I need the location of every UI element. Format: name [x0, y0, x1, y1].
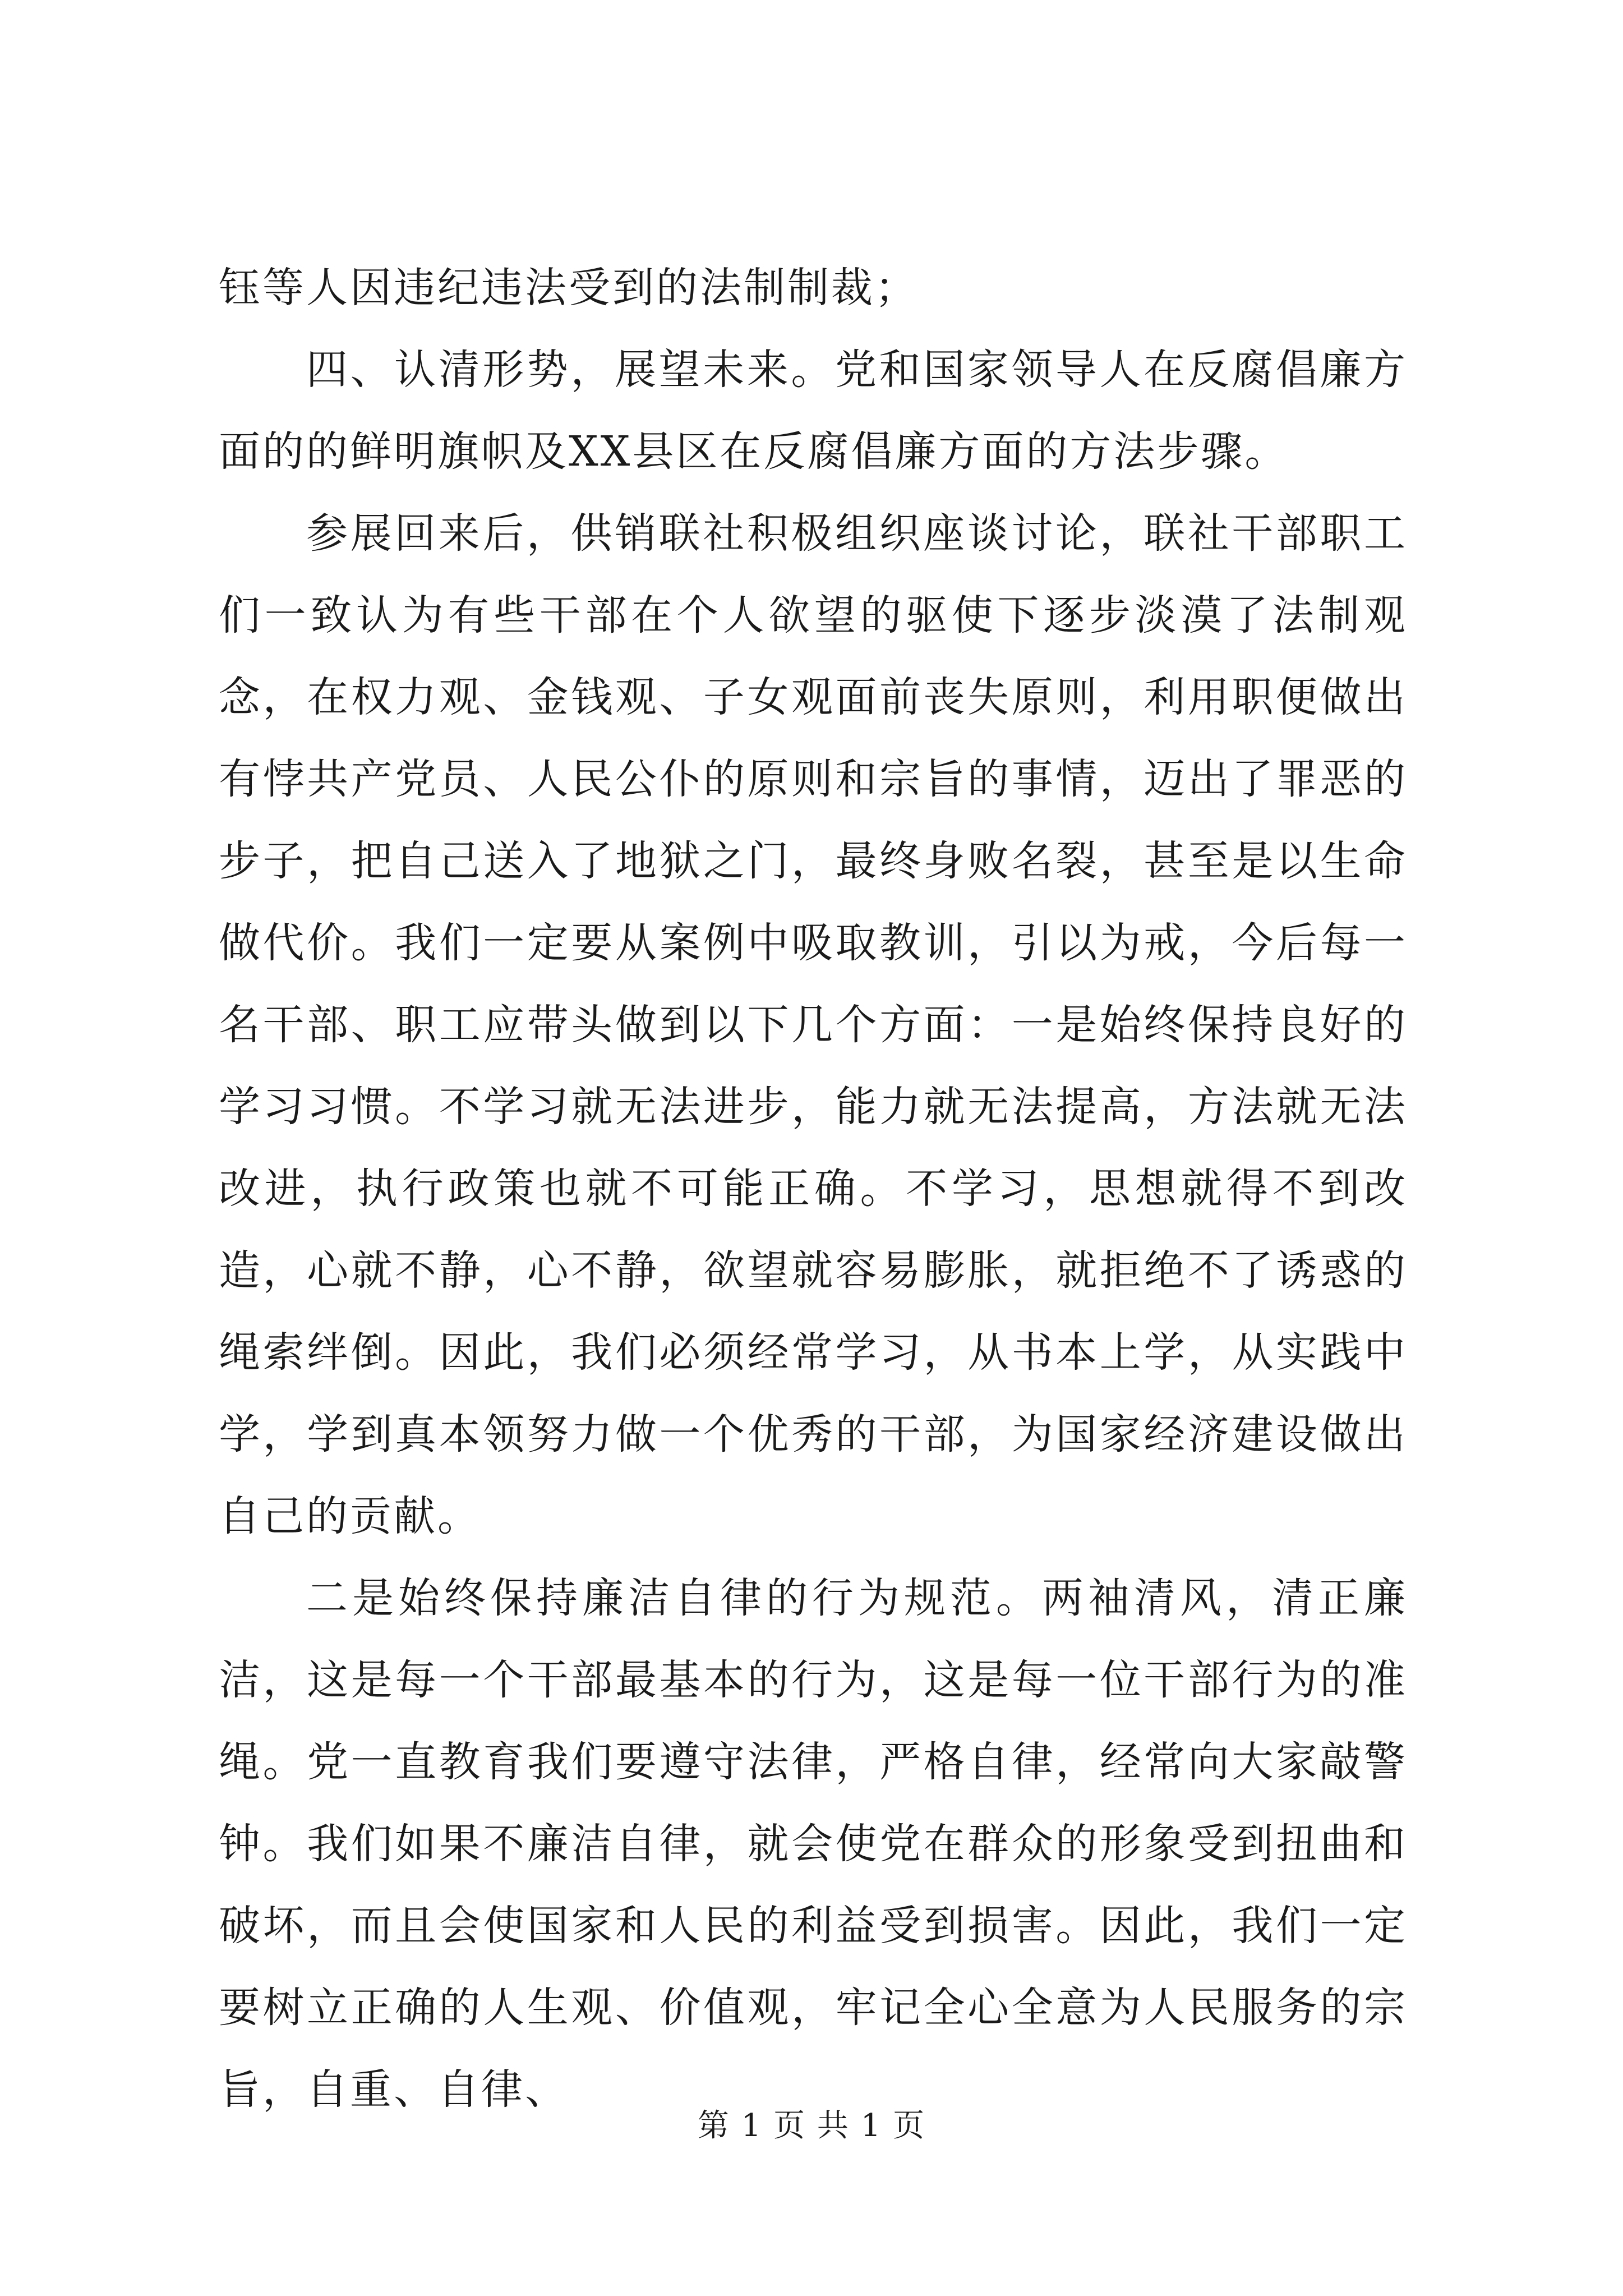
paragraph-3: 参展回来后，供销联社积极组织座谈讨论，联社干部职工们一致认为有些干部在个人欲望的驱使下逐步淡漠了法制观念，在权力观、金钱观、子女观面前丧失原则，利用职便做出有悖共产党员、人民公仆的原则和宗旨的事情，迈出了罪恶的步子，把自己送入了地狱之门，最终身败名裂，甚至是以生命做代价。我们一定要从案例中吸取教训，引以为戒，今后每一名干部、职工应带头做到以下几个方面：一是始终保持良好的学习习惯。不学习就无法进步，能力就无法提高，方法就无法改进，执行政策也就不可能正确。不学习，思想就得不到改造，心就不静，心不静，欲望就容易膨胀，就拒绝不了诱惑的绳索绊倒。因此，我们必须经常学习，从书本上学，从实践中学，学到真本领努力做一个优秀的干部，为国家经济建设做出自己的贡献。 — [219, 509, 1408, 1540]
page-number-label: 第 1 页 共 1 页 — [697, 2108, 926, 2144]
paragraph-4: 二是始终保持廉洁自律的行为规范。两袖清风，清正廉洁，这是每一个干部最基本的行为，这是每一位干部行为的准绳。党一直教育我们要遵守法律，严格自律，经常向大家敲警钟。我们如果不廉洁自律，就会使党在群众的形象受到扭曲和破坏，而且会使国家和人民的利益受到损害。因此，我们一定要树立正确的人生观、价值观，牢记全心全意为人民服务的宗旨，自重、自律、 — [219, 1574, 1408, 2114]
paragraph-2: 四、认清形势，展望未来。党和国家领导人在反腐倡廉方面的的鲜明旗帜及XX县区在反腐倡廉方面的方法步骤。 — [219, 346, 1408, 476]
document-body — [219, 247, 1408, 2131]
page-footer — [0, 2104, 1623, 2148]
paragraph-1: 钰等人因违纪违法受到的法制制裁； — [219, 264, 919, 312]
